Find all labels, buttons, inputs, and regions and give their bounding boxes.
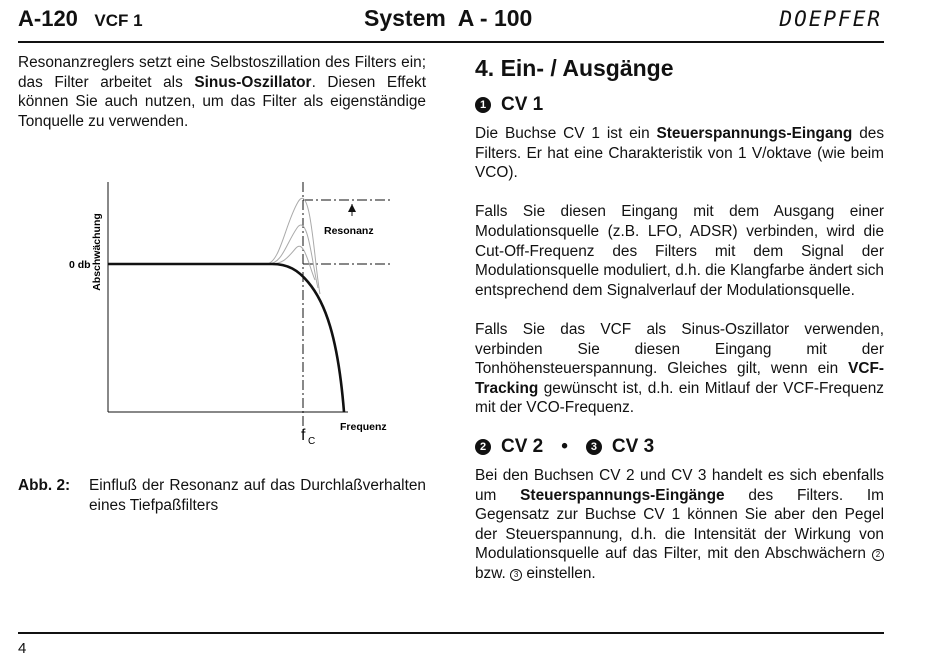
- attenuator-3-icon: 3: [510, 569, 522, 581]
- left-column: [18, 53, 426, 131]
- right-column: [475, 53, 884, 583]
- cutoff-frequency-label: f: [301, 427, 306, 444]
- number-3-icon: 3: [586, 439, 602, 455]
- x-axis-label: Frequenz: [340, 421, 387, 433]
- module-number: A-120: [18, 6, 78, 31]
- caption-text: Einfluß der Resonanz auf das Durchlaßverhalten eines Tiefpaßfilters: [89, 477, 426, 514]
- resonance-response-diagram: [60, 162, 405, 452]
- sinus-oszillator-term: Sinus-Oszillator: [194, 73, 312, 91]
- intro-paragraph: Resonanzreglers setzt eine Selbstoszillation des Filters ein; das Filter arbeitet als Sinus-Oszillator. Diesen Effekt können Sie auch nutzen, um das Filter als eigenständige Tonquelle zu verwenden.: [18, 54, 426, 130]
- system-title: System A - 100: [364, 5, 533, 31]
- cv1-paragraph-3: Falls Sie das VCF als Sinus-Oszillator verwenden, verbinden Sie diesen Eingang mit der Tonhöhensteuerspannung. Gleiches gilt, wenn ein VCF-Tracking gewünscht ist, d.h. ein Mitlauf der VCF-Frequenz mit der VCO-Frequenz.: [475, 320, 884, 417]
- cv1-title: CV 1: [501, 94, 544, 115]
- cv23-paragraph: Bei den Buchsen CV 2 und CV 3 handelt es sich ebenfalls um Steuerspannungs-Eingänge des Filters. Im Gegensatz zur Buchse CV 1 können Sie aber den Pegel der Steuerspannung, d.h. die Intensität der Wirkung von Modulationsquelle auf das Filter, mit den Abschwächern 2 bzw. 3 einstellen.: [475, 466, 884, 582]
- footer-rule: [18, 632, 884, 634]
- heading-separator: •: [561, 435, 568, 457]
- figure-caption: [18, 476, 426, 515]
- section-title: 4. Ein- / Ausgänge: [475, 55, 674, 81]
- header-left: [18, 6, 143, 32]
- resonance-label: Resonanz: [324, 225, 374, 237]
- cv3-title: CV 3: [611, 435, 655, 457]
- attenuator-2-icon: 2: [872, 549, 884, 561]
- caption-label: Abb. 2:: [18, 477, 71, 494]
- number-2-icon: 2: [475, 439, 491, 455]
- number-1-icon: 1: [475, 97, 491, 113]
- y-axis-label: Abschwächung: [91, 213, 103, 291]
- zero-db-label: 0 db: [69, 259, 91, 271]
- cv1-heading: [475, 94, 884, 116]
- cv2-title: CV 2: [501, 435, 544, 457]
- lowpass-response-curve: [108, 264, 344, 412]
- header-rule: [18, 41, 884, 43]
- cv1-paragraph-1: Die Buchse CV 1 ist ein Steuerspannungs-Eingang des Filters. Er hat eine Charakteristik von 1 V/oktave (wie beim VCO).: [475, 125, 885, 182]
- cv1-paragraph-2: Falls Sie diesen Eingang mit dem Ausgang einer Modulationsquelle (z.B. LFO, ADSR) verbinden, wird die Cut-Off-Frequenz des Filters mit dem Signal der Modulationsquelle moduliert, d.h. die Klangfarbe ändert sich entsprechend dem Signalverlauf der Modulationsquelle.: [475, 203, 884, 299]
- module-name: VCF 1: [94, 11, 143, 30]
- cutoff-frequency-subscript: C: [308, 436, 316, 447]
- resonance-curve-high: [266, 198, 320, 294]
- page-number: 4: [18, 640, 27, 657]
- brand-logo: DOEPFER: [779, 7, 882, 31]
- page-header: [18, 5, 884, 35]
- resonance-arrowhead: [348, 204, 356, 212]
- cv23-heading: [475, 436, 884, 458]
